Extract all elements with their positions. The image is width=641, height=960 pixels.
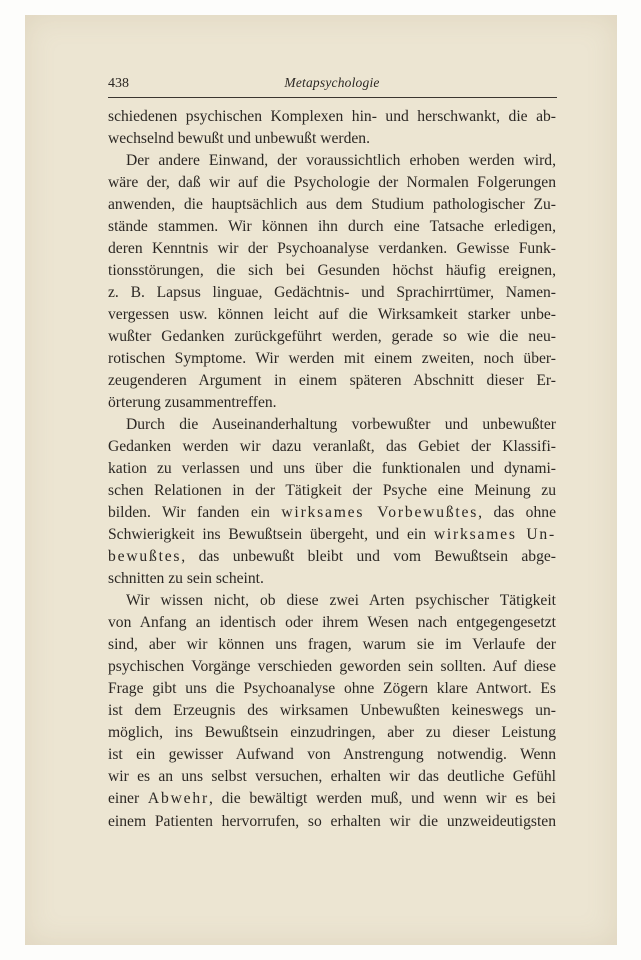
text-line xyxy=(108,700,556,722)
paragraph-start-line xyxy=(108,150,556,172)
text-segment: sind, aber wir können uns fragen, warum sie im Verlaufe der xyxy=(108,636,556,654)
text-segment: möglich, ins Bewußtsein einzudringen, aber zu dieser Leistung xyxy=(108,724,556,742)
text-line xyxy=(108,524,556,546)
text-segment: bilden. Wir fanden ein xyxy=(108,504,282,522)
text-segment: psychischen Vorgänge verschieden geworden sein sollten. Auf diese xyxy=(108,658,556,676)
body-text xyxy=(108,106,556,833)
text-segment: Gedanken werden wir dazu veranlaßt, das Gebiet der Klassifi- xyxy=(108,438,556,456)
text-segment: Frage gibt uns die Psychoanalyse ohne Zögern klare Antwort. Es xyxy=(108,680,556,698)
text-segment: , die bewältigt werden muß, und wenn wir es bei xyxy=(208,790,556,808)
text-segment: einer xyxy=(108,790,148,808)
text-segment: einem Patienten hervorrufen, so erhalten wir die unzweideutigsten xyxy=(108,812,556,830)
text-line xyxy=(108,656,556,678)
text-segment: von Anfang an identisch oder ihrem Wesen nach entgegengesetzt xyxy=(108,614,556,632)
text-segment: wußter Gedanken zurückgeführt werden, gerade so wie die neu- xyxy=(108,328,556,346)
paragraph-start-line xyxy=(108,414,556,436)
text-segment: ist ein gewisser Aufwand von Anstrengung notwendig. Wenn xyxy=(108,746,556,764)
text-segment: schiedenen psychischen Komplexen hin- und herschwankt, die ab- xyxy=(108,108,556,125)
page-header xyxy=(108,74,556,96)
text-line xyxy=(108,568,556,590)
text-segment: z. B. Lapsus linguae, Gedächtnis- und Sprachirrtümer, Namen- xyxy=(108,284,556,302)
text-segment: vergessen usw. können leicht auf die Wirksamkeit starker unbe- xyxy=(108,306,556,324)
text-line xyxy=(108,722,556,744)
text-line xyxy=(108,678,556,700)
text-line xyxy=(108,348,556,370)
text-line xyxy=(108,326,556,348)
text-line xyxy=(108,634,556,656)
text-segment: , das ohne xyxy=(478,504,556,522)
text-line xyxy=(108,370,556,392)
text-segment: Schwierigkeit ins Bewußtsein übergeht, und ein xyxy=(108,526,434,544)
text-line xyxy=(108,458,556,480)
running-title: Metapsychologie xyxy=(284,75,380,90)
emphasized-text: Abwehr xyxy=(147,790,209,808)
text-line xyxy=(108,788,556,810)
text-line xyxy=(108,194,556,216)
emphasized-text: wirksames Un- xyxy=(433,526,556,544)
emphasized-text: bewußtes xyxy=(108,548,182,566)
text-segment: wir es an uns selbst versuchen, erhalten wir das deutliche Gefühl xyxy=(108,768,556,786)
text-segment: , das unbewußt bleibt und vom Bewußtsein abge- xyxy=(181,548,556,566)
text-line xyxy=(108,304,556,326)
text-segment: wechselnd bewußt und unbewußt werden. xyxy=(108,130,370,148)
text-line xyxy=(108,744,556,766)
text-segment: tionsstörungen, die sich bei Gesunden höchst häufig ereignen, xyxy=(108,262,556,280)
text-segment: rotischen Symptome. Wir werden mit einem zweiten, noch über- xyxy=(108,350,556,368)
paragraph-start-line xyxy=(108,590,556,612)
text-line xyxy=(108,260,556,282)
header-rule xyxy=(108,97,557,98)
text-segment: schnitten zu sein scheint. xyxy=(108,570,264,588)
text-segment: anwenden, die hauptsächlich aus dem Studium pathologischer Zu- xyxy=(108,196,556,214)
text-line xyxy=(108,128,556,150)
page-number: 438 xyxy=(108,76,129,91)
text-line xyxy=(108,436,556,458)
text-line xyxy=(108,546,556,568)
text-segment: schen Relationen in der Tätigkeit der Psyche eine Meinung zu xyxy=(108,482,556,500)
text-segment: stände stammen. Wir können ihn durch eine Tatsache erledigen, xyxy=(108,218,556,236)
text-line xyxy=(108,282,556,304)
text-segment: örterung zusammentreffen. xyxy=(108,394,277,412)
text-segment: Der andere Einwand, der voraussichtlich erhoben werden wird, xyxy=(126,152,556,170)
text-line xyxy=(108,811,556,833)
text-segment: kation zu verlassen und uns über die funktionalen und dynami- xyxy=(108,460,556,478)
text-line xyxy=(108,216,556,238)
text-line xyxy=(108,172,556,194)
text-line xyxy=(108,238,556,260)
text-line xyxy=(108,480,556,502)
text-segment: wäre der, daß wir auf die Psychologie der Normalen Folgerungen xyxy=(108,174,556,192)
text-segment: deren Kenntnis wir der Psychoanalyse verdanken. Gewisse Funk- xyxy=(108,240,556,258)
text-segment: Wir wissen nicht, ob diese zwei Arten psychischer Tätigkeit xyxy=(126,592,556,610)
text-line xyxy=(108,612,556,634)
text-line xyxy=(108,766,556,788)
text-line xyxy=(108,392,556,414)
text-segment: ist dem Erzeugnis des wirksamen Unbewußten keineswegs un- xyxy=(108,702,556,720)
text-segment: zeugenderen Argument in einem späteren Abschnitt dieser Er- xyxy=(108,372,556,390)
text-segment: Durch die Auseinanderhaltung vorbewußter und unbewußter xyxy=(126,416,556,434)
text-line xyxy=(108,106,556,128)
text-line xyxy=(108,502,556,524)
emphasized-text: wirksames Vorbewußtes xyxy=(281,504,479,522)
